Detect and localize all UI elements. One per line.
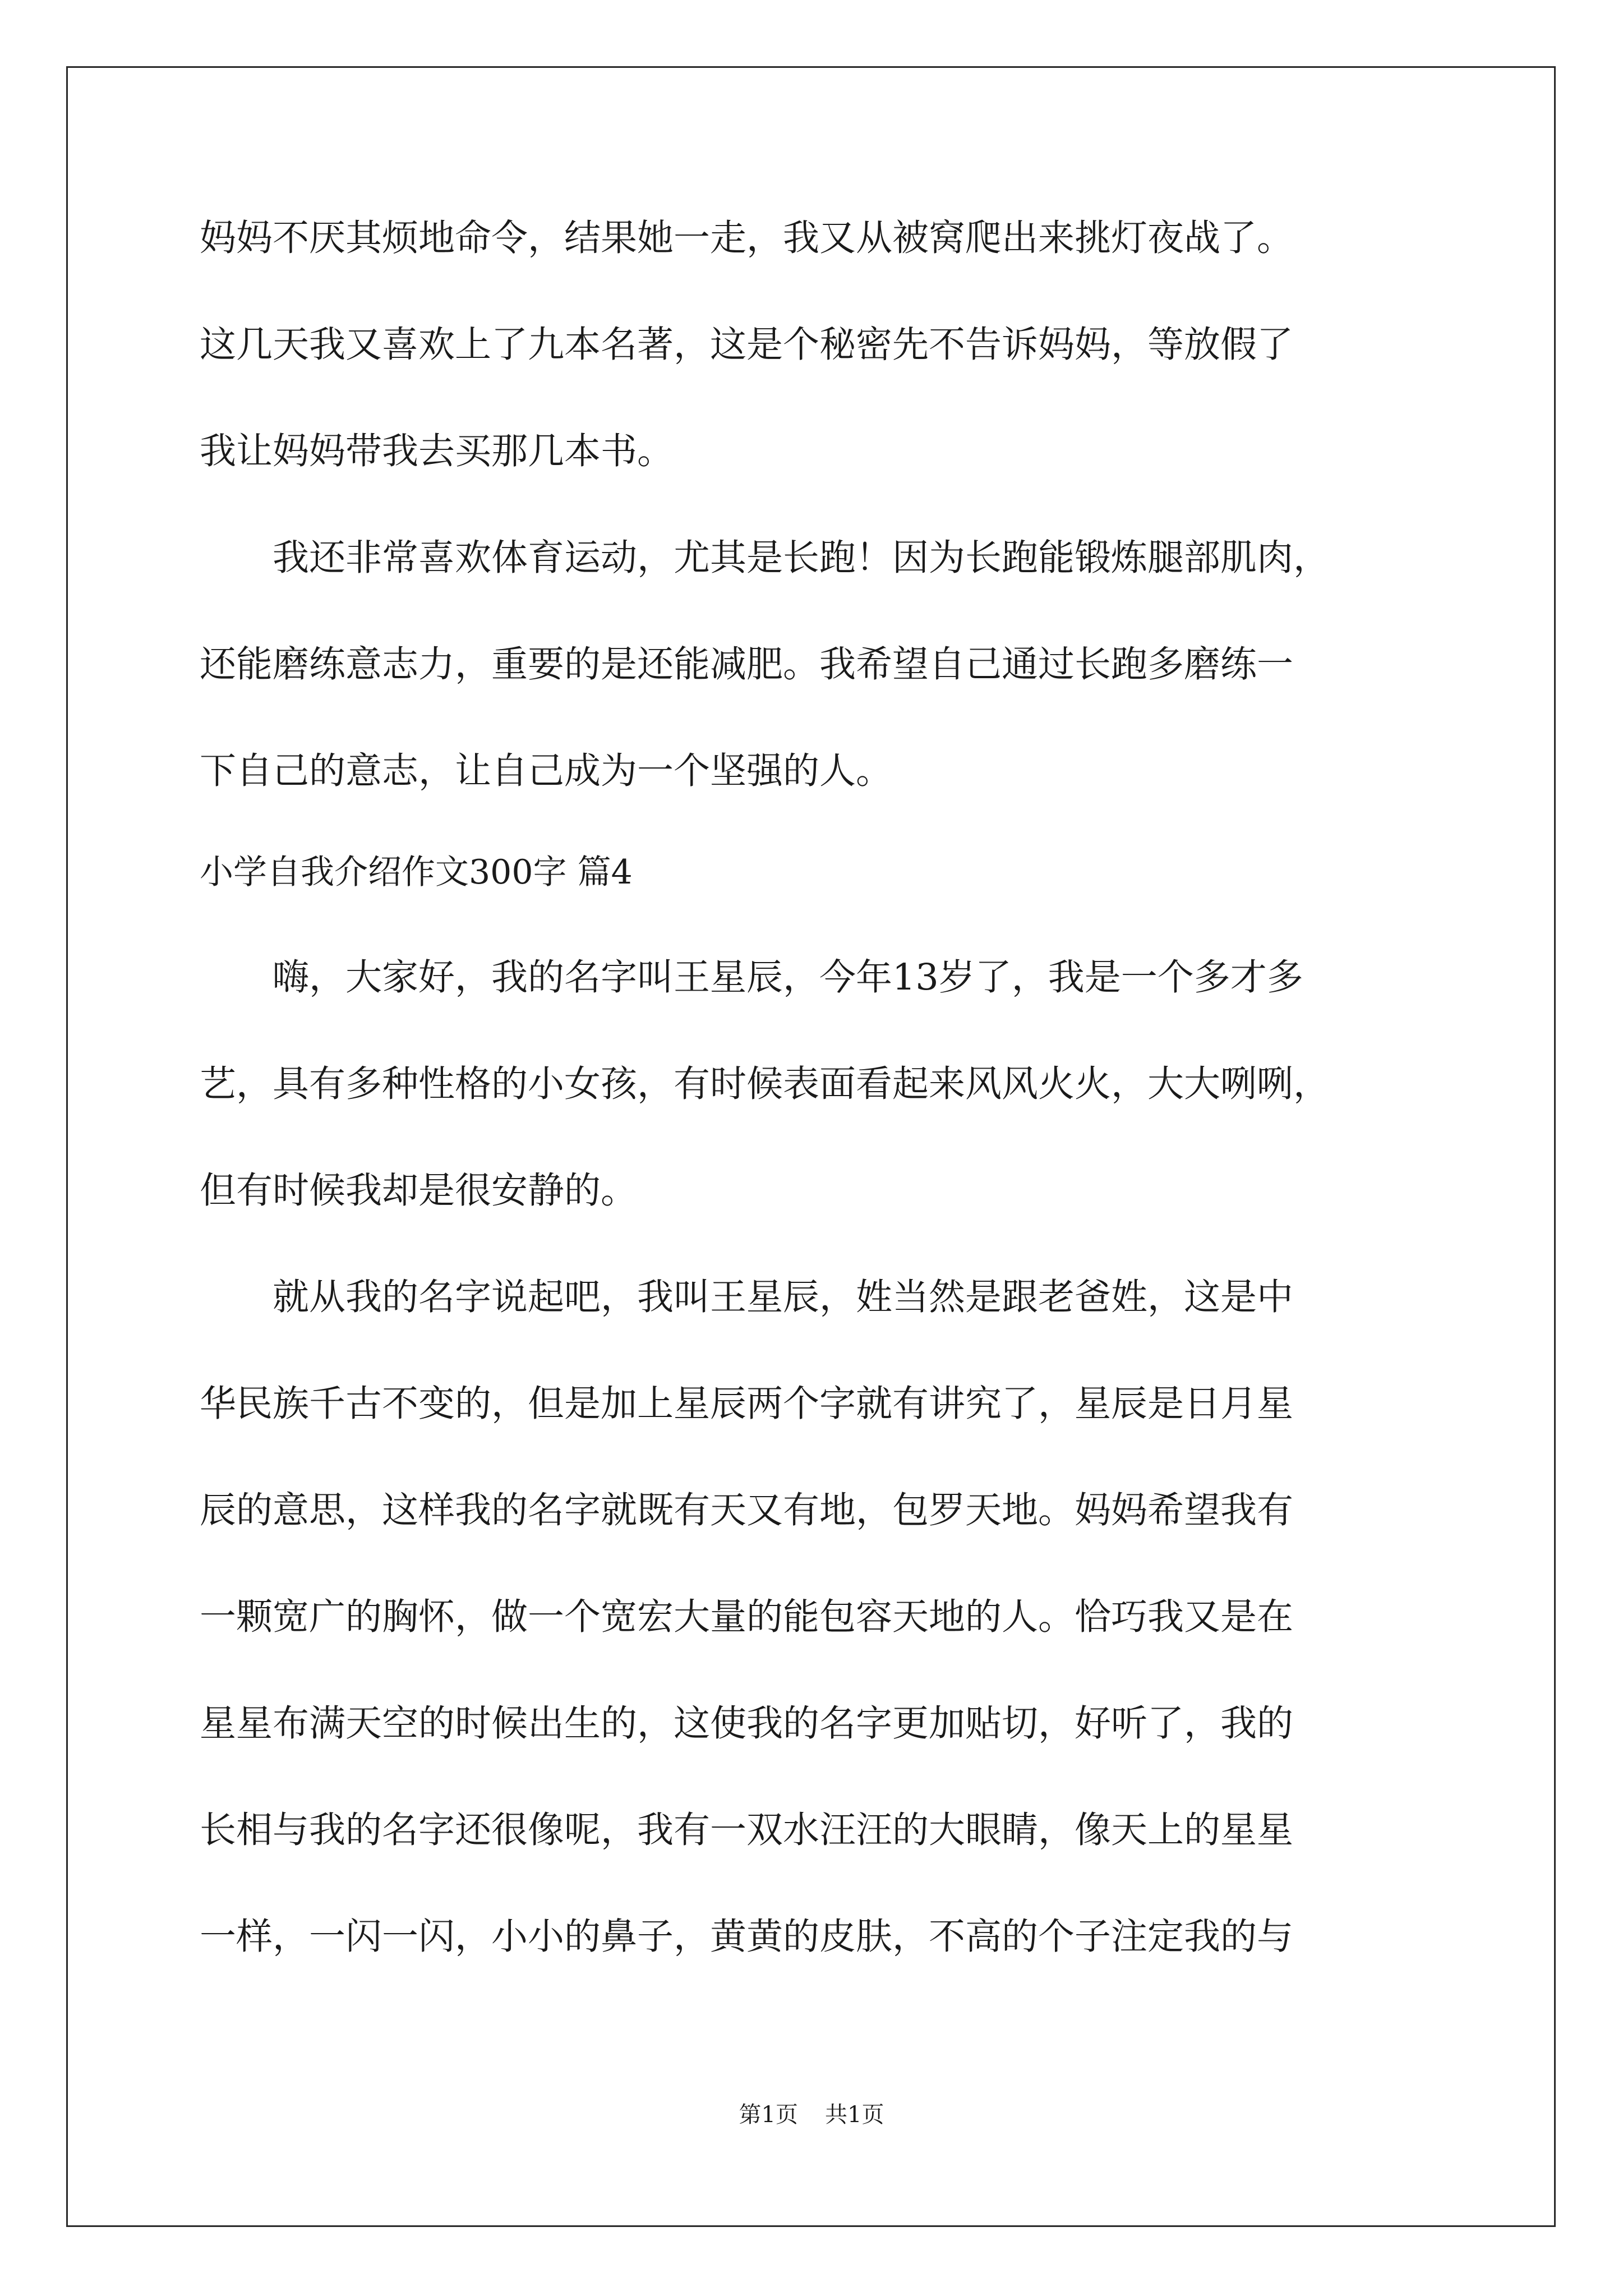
body-line: 星星布满天空的时候出生的，这使我的名字更加贴切，好听了，我的 xyxy=(200,1703,1294,1745)
body-line: 长相与我的名字还很像呢，我有一双水汪汪的大眼睛，像天上的星星 xyxy=(200,1809,1294,1851)
body-line: 还能磨练意志力，重要的是还能减肥。我希望自己通过长跑多磨练一 xyxy=(200,643,1294,685)
body-line: 下自己的意志，让自己成为一个坚强的人。 xyxy=(200,750,893,792)
page-total: 共1页 xyxy=(825,2102,884,2128)
page-footer xyxy=(0,2101,1623,2129)
body-line: 我还非常喜欢体育运动，尤其是长跑！因为长跑能锻炼腿部肌肉， xyxy=(200,537,1330,579)
body-line: 嗨，大家好，我的名字叫王星辰，今年13岁了，我是一个多才多 xyxy=(200,956,1303,999)
body-line: 妈妈不厌其烦地命令，结果她一走，我又从被窝爬出来挑灯夜战了。 xyxy=(200,217,1294,259)
body-line: 一颗宽广的胸怀，做一个宽宏大量的能包容天地的人。恰巧我又是在 xyxy=(200,1596,1294,1638)
body-line: 就从我的名字说起吧，我叫王星辰，姓当然是跟老爸姓，这是中 xyxy=(200,1276,1294,1318)
body-line: 一样，一闪一闪，小小的鼻子，黄黄的皮肤，不高的个子注定我的与 xyxy=(200,1916,1294,1958)
body-line: 艺，具有多种性格的小女孩，有时候表面看起来风风火火，大大咧咧， xyxy=(200,1063,1330,1105)
section-heading: 小学自我介绍作文300字 篇4 xyxy=(200,853,633,892)
body-line: 但有时候我却是很安静的。 xyxy=(200,1170,638,1212)
body-line: 我让妈妈带我去买那几本书。 xyxy=(200,430,674,472)
body-line: 这几天我又喜欢上了九本名著，这是个秘密先不告诉妈妈，等放假了 xyxy=(200,324,1294,366)
body-line: 辰的意思，这样我的名字就既有天又有地，包罗天地。妈妈希望我有 xyxy=(200,1489,1294,1531)
page-number: 第1页 xyxy=(739,2102,798,2128)
body-line: 华民族千古不变的，但是加上星辰两个字就有讲究了，星辰是日月星 xyxy=(200,1383,1294,1425)
page-border xyxy=(66,66,1556,2227)
